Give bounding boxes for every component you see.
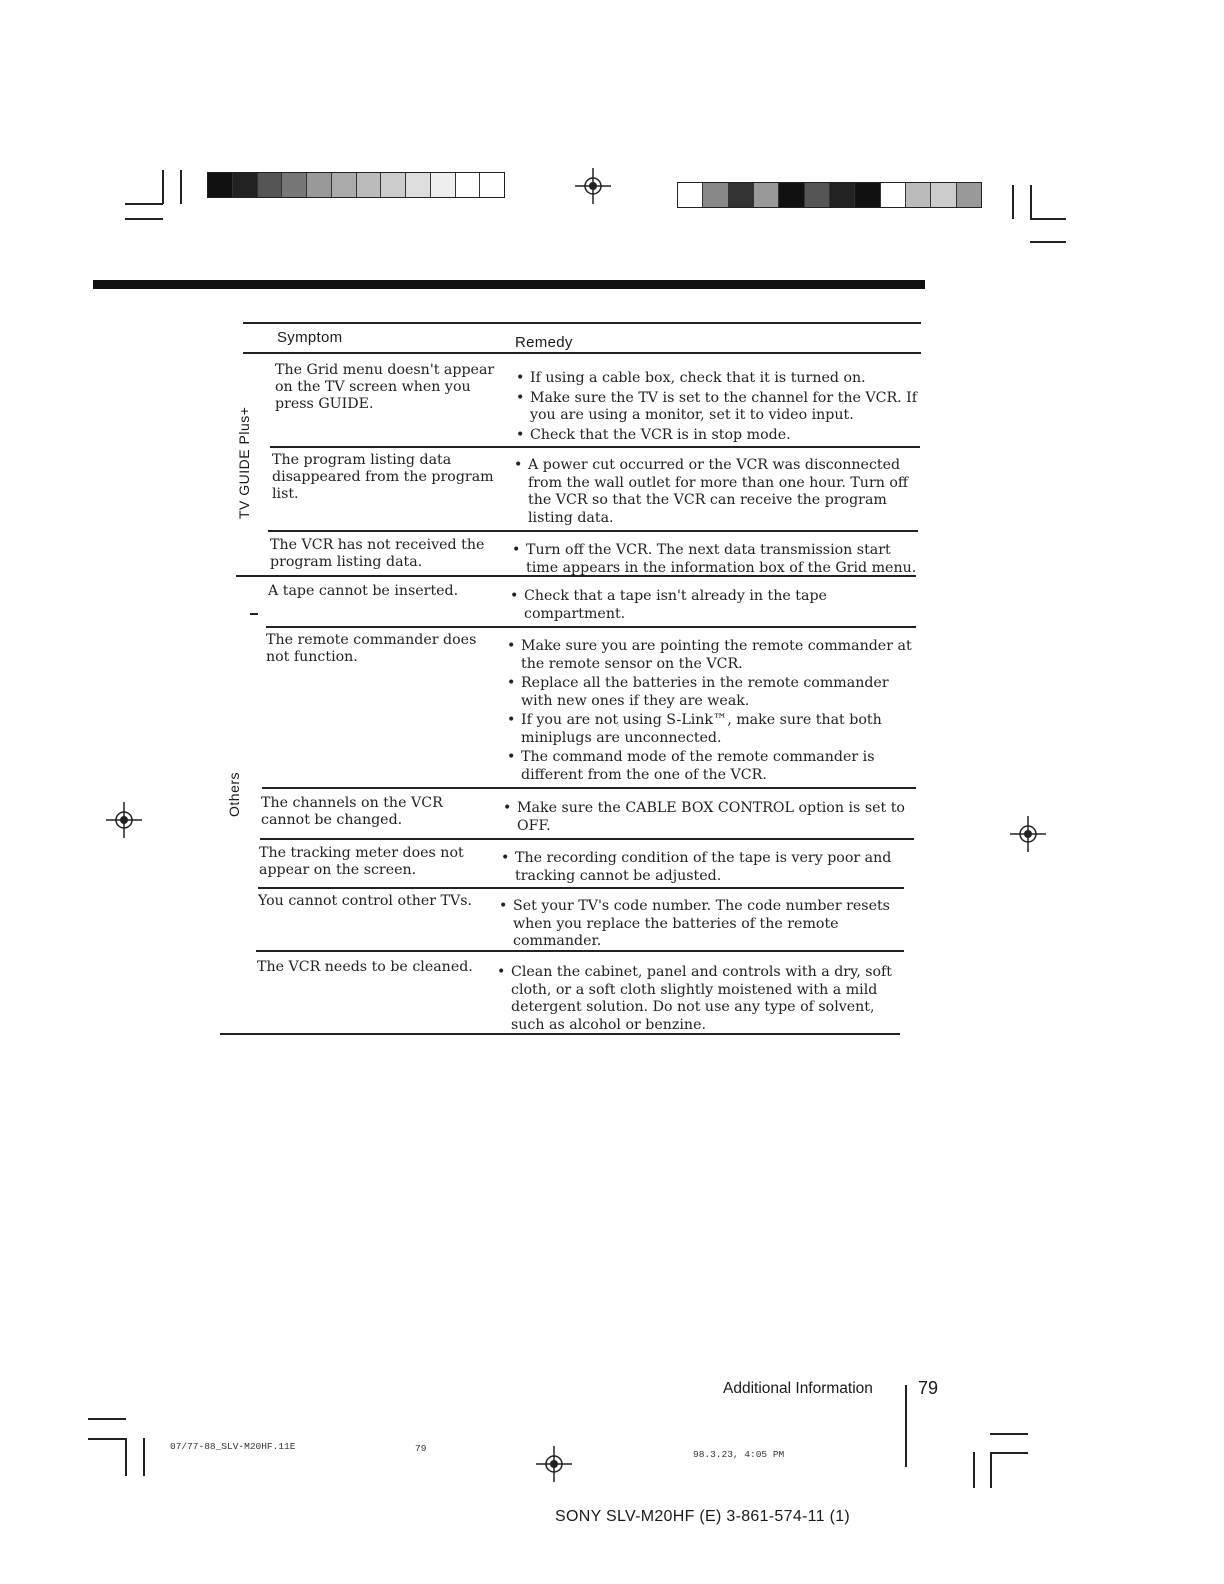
remedy-cell [499, 898, 894, 953]
remedy-cell [510, 588, 905, 625]
symptom-cell: The tracking meter does not appear on the screen. [259, 845, 464, 878]
remedy-item: • Make sure you are pointing the remote commander at the remote sensor on the VCR. [507, 638, 912, 673]
symptom-cell: The channels on the VCR cannot be changed. [261, 795, 443, 828]
remedy-item: • Make sure the TV is set to the channel for the VCR. If you are using a monitor, set it to video input. [516, 390, 926, 425]
footer-filename: 07/77-88_SLV-M20HF.11E [170, 1441, 296, 1452]
footer-file-page: 79 [415, 1443, 427, 1454]
remedy-cell [497, 964, 897, 1036]
symptom-cell: The remote commander does not function. [266, 632, 477, 665]
footer-divider [905, 1385, 907, 1467]
remedy-item: • Check that the VCR is in stop mode. [516, 427, 926, 445]
symptom-cell: The VCR needs to be cleaned. [257, 959, 473, 975]
remedy-item: • The command mode of the remote commander is different from the one of the VCR. [507, 749, 912, 784]
symptom-header: Symptom [277, 329, 343, 346]
remedy-cell [501, 850, 896, 887]
registration-crosshair-icon [106, 802, 142, 838]
color-bar-left [207, 172, 505, 198]
row-divider [268, 530, 918, 532]
registration-crosshair-icon [536, 1446, 572, 1482]
remedy-item: • Set your TV's code number. The code number resets when you replace the batteries of the remote commander. [499, 898, 894, 951]
remedy-cell [512, 542, 917, 579]
row-divider [262, 787, 916, 789]
remedy-cell [514, 457, 909, 529]
remedy-item: • If you are not using S-Link™, make sure that both miniplugs are unconnected. [507, 712, 912, 747]
row-divider [266, 626, 916, 628]
remedy-item: • Check that a tape isn't already in the tape compartment. [510, 588, 905, 623]
page-number: 79 [918, 1378, 939, 1398]
remedy-cell [507, 638, 912, 786]
section-divider [236, 575, 916, 577]
table-bottom-line [220, 1033, 900, 1035]
remedy-item: • If using a cable box, check that it is turned on. [516, 370, 926, 388]
row-divider [270, 446, 920, 448]
header-line [243, 352, 921, 354]
registration-crosshair-icon [1010, 816, 1046, 852]
section-label-others: Others [226, 771, 242, 817]
footer-section-title: Additional Information [723, 1380, 873, 1397]
remedy-item: • Turn off the VCR. The next data transmission start time appears in the information box of the Grid menu. [512, 542, 917, 577]
row-divider [260, 838, 914, 840]
remedy-item: • Make sure the CABLE BOX CONTROL option is set to OFF. [503, 800, 908, 835]
remedy-cell [516, 370, 926, 446]
footer-timestamp: 98.3.23, 4:05 PM [693, 1449, 785, 1460]
symptom-cell: A tape cannot be inserted. [268, 583, 459, 599]
table-top-line [243, 322, 921, 324]
row-divider [256, 950, 904, 952]
symptom-cell: You cannot control other TVs. [258, 893, 473, 909]
section-label-tv-guide: TV GUIDE Plus+ [236, 406, 252, 519]
symptom-cell: The Grid menu doesn't appear on the TV screen when you press GUIDE. [275, 362, 495, 412]
color-bar-right [677, 182, 982, 208]
remedy-cell [503, 800, 908, 837]
model-code: SONY SLV-M20HF (E) 3-861-574-11 (1) [555, 1508, 851, 1525]
remedy-item: • The recording condition of the tape is very poor and tracking cannot be adjusted. [501, 850, 896, 885]
symptom-cell: The VCR has not received the program listing data. [270, 537, 485, 570]
registration-crosshair-icon [575, 168, 611, 204]
remedy-item: • Clean the cabinet, panel and controls with a dry, soft cloth, or a soft cloth slightly moistened with a mild detergent solution. Do not use any type of solvent, such as alcohol or benzine. [497, 964, 897, 1034]
remedy-item: • A power cut occurred or the VCR was disconnected from the wall outlet for more than one hour. Turn off the VCR so that the VCR can receive the program listing data. [514, 457, 909, 527]
symptom-cell: The program listing data disappeared from the program list. [272, 452, 494, 502]
header-rule [93, 280, 925, 289]
row-divider [258, 887, 904, 889]
section-tick [250, 613, 258, 615]
remedy-item: • Replace all the batteries in the remote commander with new ones if they are weak. [507, 675, 912, 710]
remedy-header: Remedy [515, 334, 573, 351]
